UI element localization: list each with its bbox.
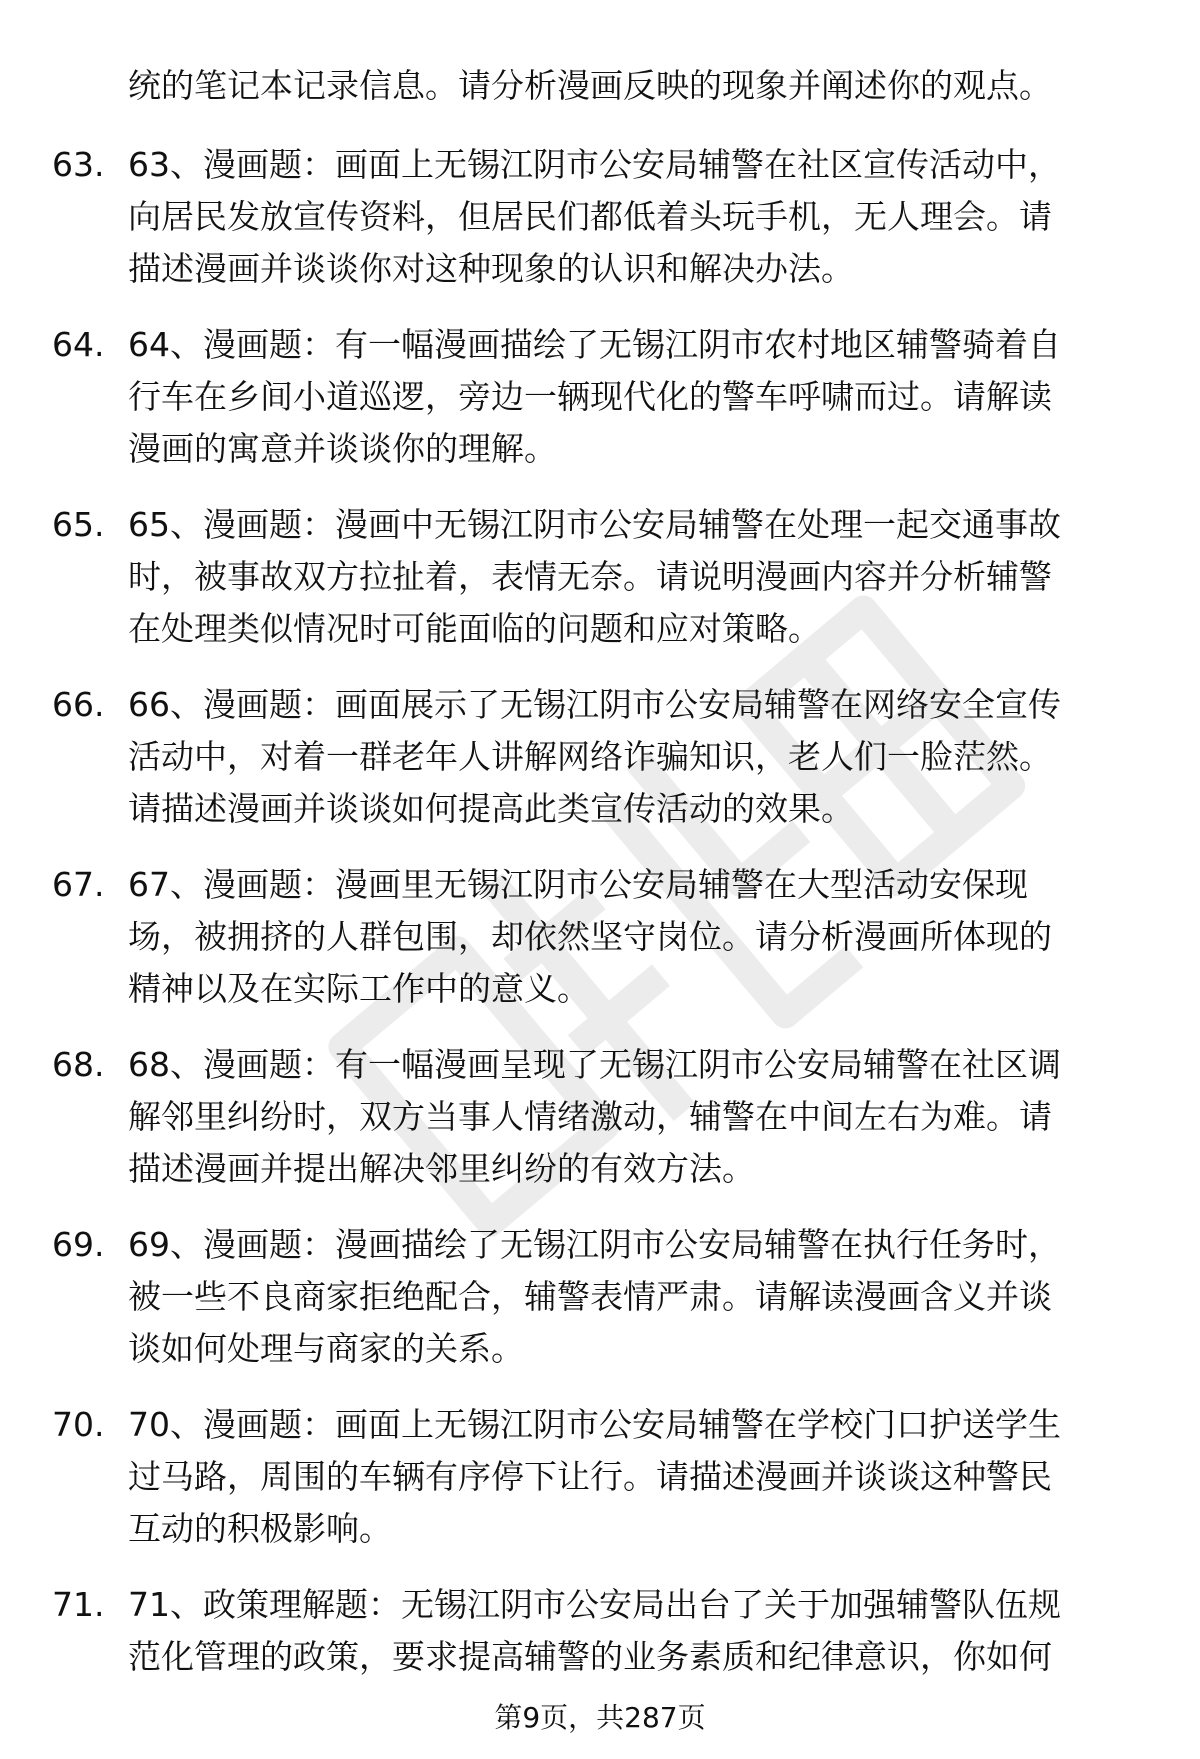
question-line: 向居民发放宣传资料，但居民们都低着头玩手机，无人理会。请 xyxy=(128,197,1052,236)
question-line: 71、政策理解题：无锡江阴市公安局出台了关于加强辅警队伍规 xyxy=(128,1585,1061,1624)
question-line: 范化管理的政策，要求提高辅警的业务素质和纪律意识，你如何 xyxy=(128,1637,1052,1676)
question-line: 行车在乡间小道巡逻，旁边一辆现代化的警车呼啸而过。请解读 xyxy=(128,377,1052,416)
question-line: 互动的积极影响。 xyxy=(128,1509,392,1548)
question-line: 请描述漫画并谈谈如何提高此类宣传活动的效果。 xyxy=(128,789,854,828)
question-text xyxy=(128,1039,1158,1195)
question-number: 64. xyxy=(52,325,105,364)
question-text xyxy=(128,499,1158,655)
question-item xyxy=(0,1039,1200,1219)
question-line: 活动中，对着一群老年人讲解网络诈骗知识，老人们一脸茫然。 xyxy=(128,737,1052,776)
question-number: 67. xyxy=(52,865,105,904)
question-line: 65、漫画题：漫画中无锡江阴市公安局辅警在处理一起交通事故 xyxy=(128,505,1061,544)
question-line: 时，被事故双方拉扯着，表情无奈。请说明漫画内容并分析辅警 xyxy=(128,557,1052,596)
question-line: 描述漫画并谈谈你对这种现象的认识和解决办法。 xyxy=(128,249,854,288)
question-item xyxy=(0,859,1200,1039)
question-line: 64、漫画题：有一幅漫画描绘了无锡江阴市农村地区辅警骑着自 xyxy=(128,325,1061,364)
continuation-text: 统的笔记本记录信息。请分析漫画反映的现象并阐述你的观点。 xyxy=(128,66,1052,105)
question-line: 被一些不良商家拒绝配合，辅警表情严肃。请解读漫画含义并谈 xyxy=(128,1277,1052,1316)
question-item xyxy=(0,499,1200,679)
question-line: 69、漫画题：漫画描绘了无锡江阴市公安局辅警在执行任务时， xyxy=(128,1225,1061,1264)
question-item xyxy=(0,1399,1200,1579)
question-item xyxy=(0,1219,1200,1399)
question-line: 漫画的寓意并谈谈你的理解。 xyxy=(128,429,557,468)
question-line: 过马路，周围的车辆有序停下让行。请描述漫画并谈谈这种警民 xyxy=(128,1457,1052,1496)
question-list xyxy=(0,139,1200,1759)
question-text xyxy=(128,319,1158,475)
question-text xyxy=(128,1219,1158,1375)
question-line: 精神以及在实际工作中的意义。 xyxy=(128,969,590,1008)
question-text xyxy=(128,1399,1158,1555)
question-line: 70、漫画题：画面上无锡江阴市公安局辅警在学校门口护送学生 xyxy=(128,1405,1061,1444)
question-line: 66、漫画题：画面展示了无锡江阴市公安局辅警在网络安全宣传 xyxy=(128,685,1061,724)
question-number: 63. xyxy=(52,145,105,184)
question-text xyxy=(128,679,1158,835)
question-item xyxy=(0,319,1200,499)
question-line: 67、漫画题：漫画里无锡江阴市公安局辅警在大型活动安保现 xyxy=(128,865,1028,904)
question-number: 68. xyxy=(52,1045,105,1084)
question-line: 在处理类似情况时可能面临的问题和应对策略。 xyxy=(128,609,821,648)
question-line: 描述漫画并提出解决邻里纠纷的有效方法。 xyxy=(128,1149,755,1188)
question-text xyxy=(128,139,1158,295)
question-line: 68、漫画题：有一幅漫画呈现了无锡江阴市公安局辅警在社区调 xyxy=(128,1045,1061,1084)
question-number: 71. xyxy=(52,1585,105,1624)
question-number: 65. xyxy=(52,505,105,544)
page-footer: 第9页，共287页 xyxy=(494,1701,706,1734)
question-item xyxy=(0,139,1200,319)
question-line: 谈如何处理与商家的关系。 xyxy=(128,1329,524,1368)
question-text xyxy=(128,859,1158,1015)
question-number: 66. xyxy=(52,685,105,724)
question-text xyxy=(128,1579,1158,1683)
question-line: 解邻里纠纷时，双方当事人情绪激动，辅警在中间左右为难。请 xyxy=(128,1097,1052,1136)
question-line: 场，被拥挤的人群包围，却依然坚守岗位。请分析漫画所体现的 xyxy=(128,917,1052,956)
question-number: 70. xyxy=(52,1405,105,1444)
question-item xyxy=(0,679,1200,859)
question-line: 63、漫画题：画面上无锡江阴市公安局辅警在社区宣传活动中， xyxy=(128,145,1061,184)
question-number: 69. xyxy=(52,1225,105,1264)
